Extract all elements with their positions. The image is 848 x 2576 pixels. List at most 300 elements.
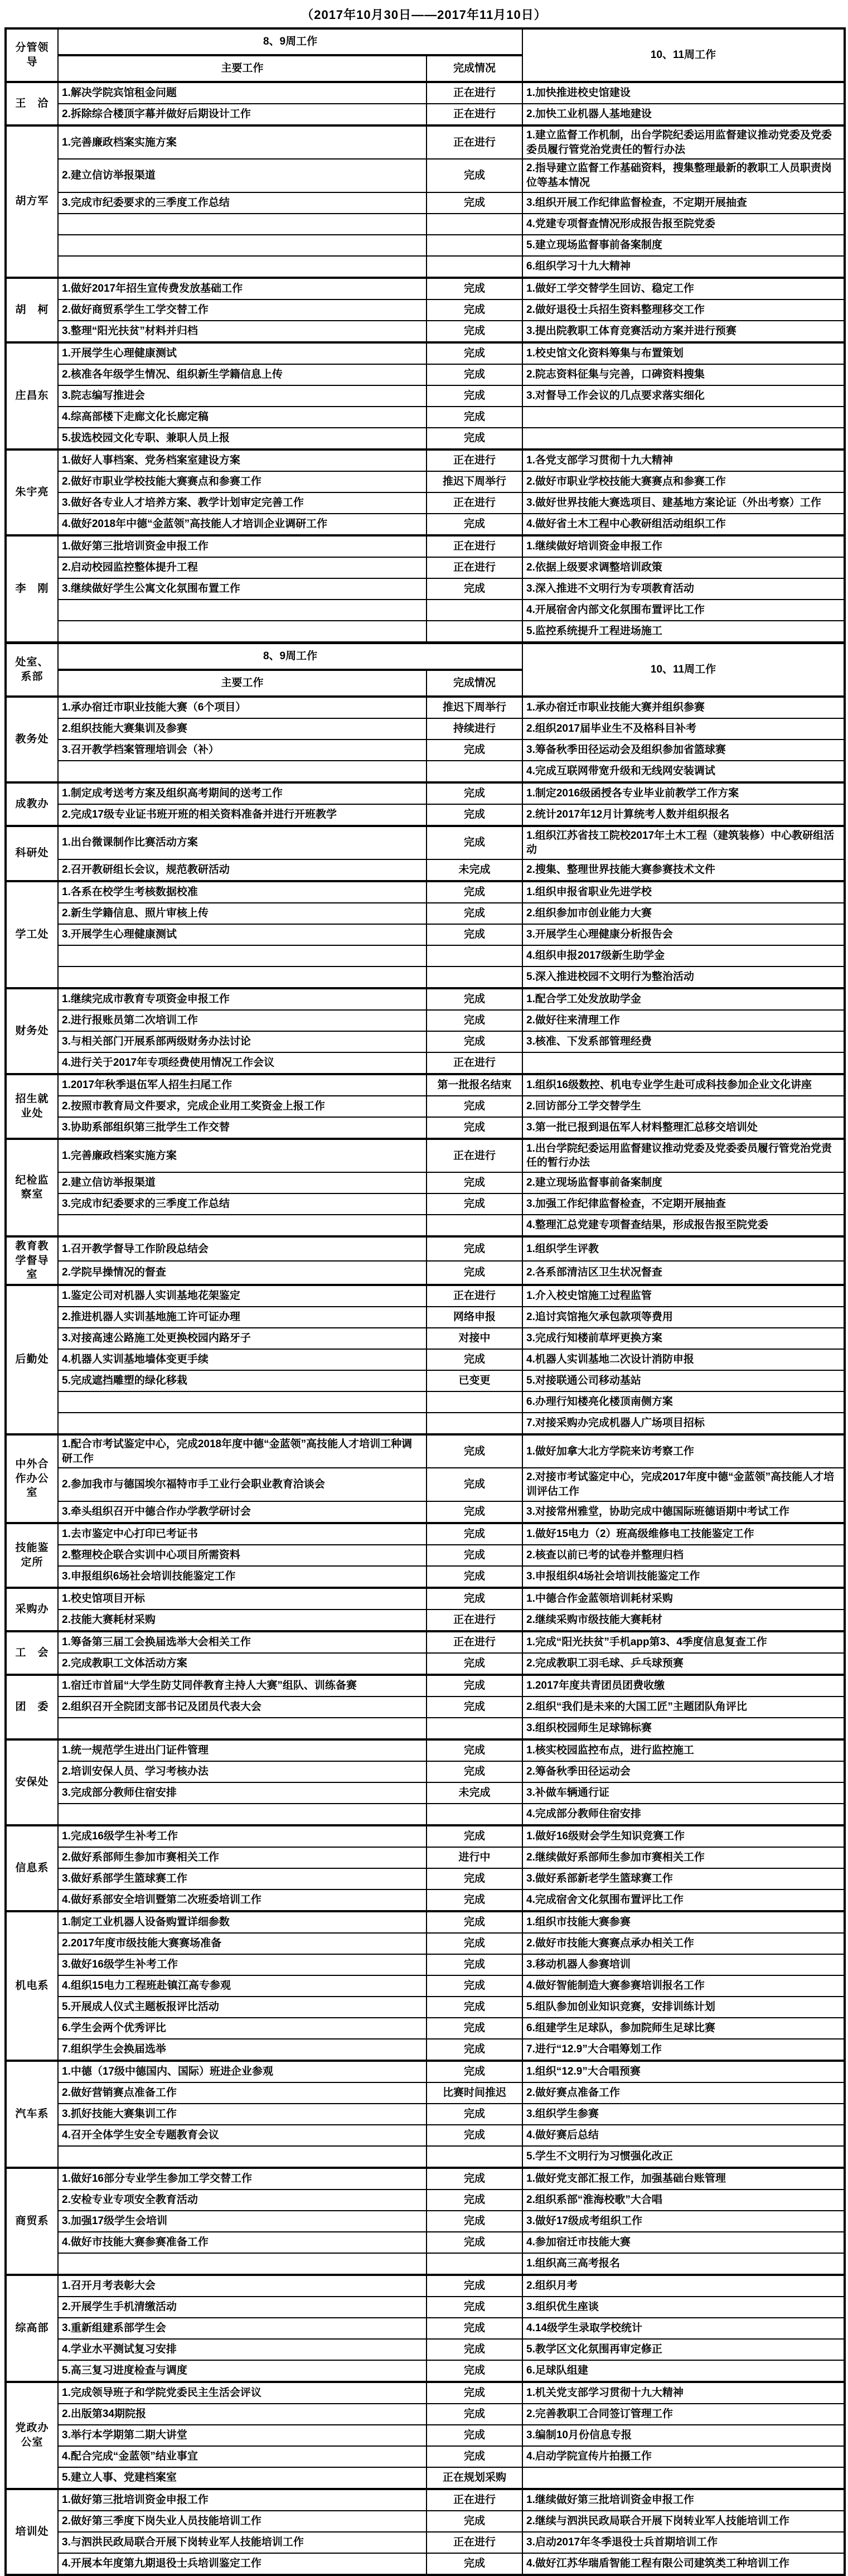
status-cell: 完成 [427,1761,522,1782]
status-cell: 完成 [427,2018,522,2039]
main-work-cell: 4.机器人实训基地墙体变更手续 [58,1349,427,1370]
main-work-cell: 5.建立人事、党建档案室 [58,2467,427,2489]
unit-name-cell: 科研处 [6,826,58,881]
table-row [6,1804,845,1825]
status-cell: 正在进行 [427,450,522,471]
page-title: （2017年10月30日——2017年11月10日） [301,8,547,22]
main-work-cell: 4.进行关于2017年专项经费使用情况工作会议 [58,1052,427,1074]
table-row [6,1825,845,1847]
next-work-cell: 1.机关党支部学习贯彻十九大精神 [522,2382,845,2404]
table-row [6,364,845,385]
status-cell: 完成 [427,903,522,924]
main-work-cell: 2.出版第34期院报 [58,2404,427,2425]
next-work-cell: 4.做好江苏华瑞盾智能工程有限公司建筑类工种培训工作 [522,2553,845,2575]
main-work-cell: 1.各系在校学生考核数据校准 [58,881,427,903]
main-work-cell: 3.申报组织6场社会培训技能鉴定工作 [58,1566,427,1588]
main-work-cell: 3.重新组建系部学生会 [58,2318,427,2339]
next-work-cell: 2.院志资料征集与完善，口碑资料搜集 [522,364,845,385]
status-cell: 比赛时间推迟 [427,2082,522,2104]
next-work-cell: 1.校史馆文化资料筹集与布置策划 [522,342,845,364]
status-cell: 完成 [427,2553,522,2575]
table-row [6,881,845,903]
next-work-cell: 4.组织申报2017级新生助学金 [522,945,845,966]
table-row [6,428,845,450]
main-work-cell: 2.做好系部师生参加市赛相关工作 [58,1847,427,1868]
status-cell [427,235,522,256]
next-work-cell: 2.完成教职工羽毛球、乒乓球预赛 [522,1653,845,1675]
next-work-cell: 5.监控系统提升工程进场施工 [522,621,845,643]
status-cell: 完成 [427,1031,522,1052]
table-row [6,2360,845,2382]
status-cell: 完成 [427,782,522,804]
table-row [6,1468,845,1501]
table-row [6,1588,845,1610]
main-work-cell: 1.制定工业机器人设备购置详细参数 [58,1911,427,1933]
status-cell [427,1413,522,1434]
main-work-cell: 1.召开月考表彰大会 [58,2275,427,2297]
main-work-cell: 1.做好第三批培训资金申报工作 [58,535,427,557]
status-cell: 完成 [427,1975,522,1997]
main-work-cell: 3.开展学生心理健康测试 [58,924,427,945]
next-work-cell: 4.完成互联网带宽升级和无线网安装调试 [522,761,845,782]
main-work-cell: 4.组织15电力工程班赴镇江高专参观 [58,1975,427,1997]
table-row [6,1697,845,1718]
status-cell: 正在进行 [427,82,522,104]
status-cell: 完成 [427,2190,522,2211]
status-cell: 完成 [427,2297,522,2318]
table-row [6,2318,845,2339]
status-cell: 完成 [427,1349,522,1370]
table-row [6,1434,845,1468]
status-cell: 第一批报名结束 [427,1074,522,1096]
table-row [6,2511,845,2532]
unit-name-cell: 成教办 [6,782,58,826]
main-work-cell: 1.做好2017年招生宣传费发放基础工作 [58,278,427,299]
table-row [6,2382,845,2404]
main-work-cell: 2.完成17级专业证书班开班的相关资料准备并进行开班教学 [58,804,427,826]
main-work-cell: 2.参加我市与德国埃尔福特市手工业行会职业教育洽谈会 [58,1468,427,1501]
next-work-cell: 2.核查以前已考的试卷并整理归档 [522,1545,845,1566]
table-row [6,1782,845,1804]
status-cell: 完成 [427,321,522,342]
table-row [6,1954,845,1975]
unit-name-cell: 李 刚 [6,535,58,643]
main-work-cell: 2.进行报账员第二次培训工作 [58,1010,427,1031]
next-work-cell: 3.对接常州雅堂，协助完成中德国际班德语期中考试工作 [522,1501,845,1523]
next-work-cell: 1.组织市技能大赛参赛 [522,1911,845,1933]
table-row [6,159,845,192]
next-work-cell [522,1052,845,1074]
next-work-cell: 1.出台学院纪委运用监督建议推动党委及党委委员履行管党治党责任的暂行办法 [522,1139,845,1172]
status-cell: 完成 [427,1954,522,1975]
main-work-cell: 2.做好营销赛点准备工作 [58,2082,427,2104]
table-row [6,1096,845,1117]
status-cell: 完成 [427,514,522,535]
main-work-cell: 3.院志编写推进会 [58,385,427,407]
table-row [6,1675,845,1697]
main-work-cell: 3.举行本学期第二期大讲堂 [58,2425,427,2446]
table-row [6,2297,845,2318]
unit-name-cell: 朱宇亮 [6,450,58,535]
table-row [6,1868,845,1889]
table-row [6,1370,845,1391]
next-work-cell: 3.做好世界技能大赛选项目、建基地方案论证（外出考察）工作 [522,492,845,514]
status-cell: 完成 [427,2511,522,2532]
status-cell: 完成 [427,2446,522,2467]
table-row [6,385,845,407]
status-cell: 完成 [427,1434,522,1468]
status-cell: 完成 [427,1117,522,1139]
next-work-cell: 3.补做车辆通行证 [522,1782,845,1804]
table-row [6,321,845,342]
table-row [6,125,845,159]
main-work-cell: 2.按照市教育局文件要求，完成企业用工奖资金上报工作 [58,1096,427,1117]
status-cell: 完成 [427,826,522,859]
status-cell: 完成 [427,428,522,450]
main-work-cell: 3.完成市纪委要求的三季度工作总结 [58,1193,427,1215]
status-cell: 完成 [427,1172,522,1193]
main-work-cell [58,945,427,966]
main-work-cell: 5.开展成人仪式主题板报评比活动 [58,1997,427,2018]
next-work-cell: 3.申报组织4场社会培训技能鉴定工作 [522,1566,845,1588]
table-row [6,621,845,643]
status-cell: 完成 [427,1501,522,1523]
table-row [6,1847,845,1868]
table-row [6,214,845,235]
status-cell: 完成 [427,1933,522,1954]
table-row [6,2190,845,2211]
main-work-cell [58,761,427,782]
table-row [6,192,845,214]
next-work-cell: 3.做好系部新老学生篮球赛工作 [522,1868,845,1889]
table-row [6,740,845,761]
table-row [6,600,845,621]
next-work-cell: 2.做好市技能大赛赛点承办相关工作 [522,1933,845,1954]
main-work-cell: 2.整理校企联合实训中心项目所需资料 [58,1545,427,1566]
status-cell: 完成 [427,2039,522,2061]
unit-name-cell: 招生就业处 [6,1074,58,1139]
next-work-cell: 2.组织参加市创业能力大赛 [522,903,845,924]
table-row [6,826,845,859]
table-row [6,1975,845,1997]
table-row [6,2253,845,2275]
main-work-cell [58,1215,427,1236]
main-work-cell: 2.推进机器人实训基地施工许可证办理 [58,1307,427,1328]
next-work-cell: 4.完成宿舍文化氛围布置评比工作 [522,1889,845,1911]
next-work-cell: 2.做好市职业学校技能大赛赛点和参赛工作 [522,471,845,492]
table-row [6,2104,845,2125]
table-row [6,256,845,278]
status-cell: 完成 [427,2232,522,2253]
next-work-cell: 3.核准、下发系部管理经费 [522,1031,845,1052]
next-work-cell: 2.继续采购市级技能大赛耗材 [522,1610,845,1631]
main-work-cell: 2.组织技能大赛集训及参赛 [58,718,427,740]
next-work-cell: 2.组织系部“淮海校歌”大合唱 [522,2190,845,2211]
main-work-cell: 2.开展学生手机清缴活动 [58,2297,427,2318]
next-work-cell: 3.筹备秋季田径运动会及组织参加省篮球赛 [522,740,845,761]
status-cell: 已变更 [427,1370,522,1391]
next-work-cell: 3.开展学生心理健康分析报告会 [522,924,845,945]
main-work-cell: 3.做好各专业人才培养方案、教学计划审定完善工作 [58,492,427,514]
table-row [6,2339,845,2360]
weeks-8-9-header: 8、9周工作 [58,28,522,55]
next-work-cell: 4.参加宿迁市技能大赛 [522,2232,845,2253]
status-cell: 完成 [427,1868,522,1889]
column-group-header: 处室、系部 [6,642,58,697]
table-row [6,2018,845,2039]
status-cell: 完成 [427,1911,522,1933]
table-row [6,2467,845,2489]
main-work-cell: 4.做好2018年中德“金蓝领”高技能人才培训企业调研工作 [58,514,427,535]
main-work-cell [58,2253,427,2275]
next-work-cell: 7.进行“12.9”大合唱筹划工作 [522,2039,845,2061]
status-cell: 正在进行 [427,1631,522,1653]
status-cell: 完成 [427,342,522,364]
table-row [6,1052,845,1074]
table-row [6,903,845,924]
table-row [6,492,845,514]
table-row [6,1285,845,1307]
next-work-cell: 5.教学区文化氛围再审定修正 [522,2339,845,2360]
next-work-cell: 3.第一批已报到退伍军人材料整理汇总移交培训处 [522,1117,845,1139]
table-row [6,2553,845,2575]
table-row [6,407,845,428]
work-report-table [4,27,846,2576]
main-work-cell: 3.与相关部门开展系部两级财务办法讨论 [58,1031,427,1052]
unit-name-cell: 学工处 [6,881,58,988]
status-cell: 完成 [427,1739,522,1761]
status-cell: 完成 [427,364,522,385]
next-work-cell: 1.组织“12.9”大合唱预赛 [522,2061,845,2082]
next-work-cell: 7.对接采购办完成机器人广场项目招标 [522,1413,845,1434]
table-row [6,1261,845,1285]
main-work-cell: 2.培训安保人员、学习考核办法 [58,1761,427,1782]
status-cell [427,1804,522,1825]
status-cell: 完成 [427,988,522,1010]
main-work-cell: 2.做好商贸系学生工学交替工作 [58,299,427,321]
table-row [6,1413,845,1434]
next-work-cell: 6.足球队组建 [522,2360,845,2382]
main-work-cell: 4.综高部楼下走廊文化长廊定稿 [58,407,427,428]
status-cell: 完成 [427,578,522,600]
next-work-cell [522,428,845,450]
next-work-cell: 1.继续做好第三批培训资金申报工作 [522,2489,845,2511]
main-work-cell [58,621,427,643]
table-row [6,2489,845,2511]
status-cell: 完成 [427,1545,522,1566]
table-row [6,2168,845,2190]
table-row [6,1933,845,1954]
status-cell: 完成 [427,2125,522,2146]
table-row [6,782,845,804]
next-work-cell: 4.完成部分教师住宿安排 [522,1804,845,1825]
next-work-cell: 3.完成行知楼前草坪更换方案 [522,1328,845,1349]
next-work-cell: 5.对接联通公司移动基站 [522,1370,845,1391]
next-work-cell: 2.继续做好系部师生参加市赛相关工作 [522,1847,845,1868]
unit-name-cell: 党政办公室 [6,2382,58,2489]
table-row [6,1117,845,1139]
table-row [6,82,845,104]
unit-name-cell: 教务处 [6,697,58,782]
table-row [6,278,845,299]
status-cell: 完成 [427,1697,522,1718]
status-cell: 完成 [427,924,522,945]
table-row [6,1739,845,1761]
status-cell: 完成 [427,881,522,903]
main-work-cell: 1.宿迁市首届“大学生防艾同伴教育主持人大赛”组队、训练备赛 [58,1675,427,1697]
table-row [6,2061,845,2082]
status-cell: 持续进行 [427,718,522,740]
main-work-cell: 2.技能大赛耗材采购 [58,1610,427,1631]
next-work-cell: 4.14级学生录取学校统计 [522,2318,845,2339]
table-row [6,804,845,826]
unit-name-cell: 团 委 [6,1675,58,1739]
next-work-cell: 2.搜集、整理世界技能大赛参赛技术文件 [522,859,845,881]
table-row [6,1193,845,1215]
unit-name-cell: 胡方军 [6,125,58,278]
main-work-cell: 3.与泗洪民政局联合开展下岗转业军人技能培训工作 [58,2532,427,2553]
main-work-cell: 2.做好第三季度下岗失业人员技能培训工作 [58,2511,427,2532]
table-row [6,557,845,578]
main-work-cell: 2.完成教职工文体活动方案 [58,1653,427,1675]
table-row [6,1074,845,1096]
next-work-cell: 3.对督导工作会议的几点要求落实细化 [522,385,845,407]
next-work-cell: 2.做好退役士兵招生资料整理移交工作 [522,299,845,321]
next-work-cell: 1.各党支部学习贯彻十九大精神 [522,450,845,471]
next-work-cell: 2.建立现场监督事前备案制度 [522,1172,845,1193]
main-work-cell: 1.做好人事档案、党务档案室建设方案 [58,450,427,471]
next-work-cell [522,407,845,428]
table-row [6,718,845,740]
status-cell: 推迟下周举行 [427,697,522,718]
main-work-cell: 6.学生会两个优秀评比 [58,2018,427,2039]
main-work-cell [58,256,427,278]
next-work-cell: 1.组织16级数控、机电专业学生赴可成科技参加企业文化讲座 [522,1074,845,1096]
main-work-cell: 3.完成市纪委要求的三季度工作总结 [58,192,427,214]
main-work-cell: 1.解决学院宾馆租金问题 [58,82,427,104]
next-work-cell: 1.建立监督工作机制，出台学院纪委运用监督建议推动党委及党委委员履行管党治党责任的暂行办法 [522,125,845,159]
status-cell [427,966,522,988]
status-cell: 推迟下周举行 [427,471,522,492]
table-row [6,1010,845,1031]
next-work-cell: 4.机器人实训基地二次设计消防申报 [522,1349,845,1370]
next-work-cell: 4.启动学院宣传片拍摄工作 [522,2446,845,2467]
table-row [6,1391,845,1413]
next-work-cell: 2.继续与泗洪民政局联合开展下岗转业军人技能培训工作 [522,2511,845,2532]
table-row [6,235,845,256]
table-row [6,514,845,535]
next-work-cell: 1.中德合作金蓝领培训耗材采购 [522,1588,845,1610]
next-work-cell: 1.加快推进校史馆建设 [522,82,845,104]
main-work-cell: 5.高三复习进度检查与调度 [58,2360,427,2382]
status-cell: 完成 [427,2168,522,2190]
next-work-cell: 1.继续做好培训资金申报工作 [522,535,845,557]
status-cell: 正在进行 [427,557,522,578]
table-row [6,988,845,1010]
main-work-cell [58,600,427,621]
next-work-cell [522,2467,845,2489]
next-work-cell: 6.组织学习十九大精神 [522,256,845,278]
status-cell [427,621,522,643]
table-row [6,450,845,471]
main-work-cell: 1.开展学生心理健康测试 [58,342,427,364]
status-cell: 完成 [427,1468,522,1501]
table-row [6,1349,845,1370]
status-cell: 完成 [427,407,522,428]
main-work-cell: 1.配合市考试鉴定中心，完成2018年度中德“金蓝领”高技能人才培训工种调研工作 [58,1434,427,1468]
main-work-cell [58,966,427,988]
main-work-cell: 3.继续做好学生公寓文化氛围布置工作 [58,578,427,600]
next-work-cell: 1.组织申报省职业先进学校 [522,881,845,903]
main-work-cell: 2.学院早操情况的督查 [58,1261,427,1285]
main-work-cell: 1.出台微课制作比赛活动方案 [58,826,427,859]
table-row [6,299,845,321]
table-row [6,1523,845,1545]
main-work-cell: 3.召开教学档案管理培训会（补） [58,740,427,761]
column-group-header: 分管领导 [6,28,58,82]
table-row [6,2532,845,2553]
status-cell: 进行中 [427,1847,522,1868]
next-work-cell: 2.对接市考试鉴定中心，完成2017年度中德“金蓝领”高技能人才培训评估工作 [522,1468,845,1501]
main-work-cell: 1.校史馆项目开标 [58,1588,427,1610]
table-row [6,1172,845,1193]
main-work-cell: 2.召开教研组长会议，规范教研活动 [58,859,427,881]
main-work-cell [58,235,427,256]
main-work-cell: 2.核准各年级学生情况、组织新生学籍信息上传 [58,364,427,385]
next-work-cell: 1.做好16级财会学生知识竞赛工作 [522,1825,845,1847]
unit-name-cell: 机电系 [6,1911,58,2061]
table-row [6,2211,845,2232]
main-work-cell: 1.完善廉政档案实施方案 [58,125,427,159]
status-cell [427,1718,522,1739]
next-work-cell: 3.组织校园师生足球锦标赛 [522,1718,845,1739]
unit-name-cell: 纪检监察室 [6,1139,58,1236]
table-row [6,2082,845,2104]
main-work-cell: 3.牵头组织召开中德合作办学教学研讨会 [58,1501,427,1523]
table-row [6,2404,845,2425]
table-row [6,1610,845,1631]
next-work-cell: 1.组织高三高考报名 [522,2253,845,2275]
table-row [6,1997,845,2018]
status-cell: 正在进行 [427,1285,522,1307]
table-row [6,1911,845,1933]
status-cell: 正在进行 [427,492,522,514]
main-work-cell: 5.拔选校园文化专职、兼职人员上报 [58,428,427,450]
main-work-cell [58,1391,427,1413]
main-work-cell: 4.做好市技能大赛参赛准备工作 [58,2232,427,2253]
unit-name-cell: 商贸系 [6,2168,58,2275]
main-work-cell: 1.承办宿迁市职业技能大赛（6个项目） [58,697,427,718]
unit-name-cell: 后勤处 [6,1285,58,1434]
main-work-cell: 4.配合完成“金蓝领”结业事宜 [58,2446,427,2467]
main-work-cell: 4.召开全体学生安全专题教育会议 [58,2125,427,2146]
status-cell: 正在规划采购 [427,2467,522,2489]
main-work-cell: 1.做好第三批培训资金申报工作 [58,2489,427,2511]
unit-name-cell: 王 洽 [6,82,58,125]
table-row [6,342,845,364]
table-row [6,1328,845,1349]
next-work-cell: 5.建立现场监督事前备案制度 [522,235,845,256]
status-cell: 完成 [427,1675,522,1697]
unit-name-cell: 综高部 [6,2275,58,2382]
main-work-cell: 2.组织召开全院团支部书记及团员代表大会 [58,1697,427,1718]
next-work-cell: 1.做好加拿大北方学院来访考察工作 [522,1434,845,1468]
table-row [6,697,845,718]
status-cell: 网络申报 [427,1307,522,1328]
status-cell [427,761,522,782]
status-cell: 完成 [427,804,522,826]
main-work-cell: 1.筹备第三届工会换届选举大会相关工作 [58,1631,427,1653]
